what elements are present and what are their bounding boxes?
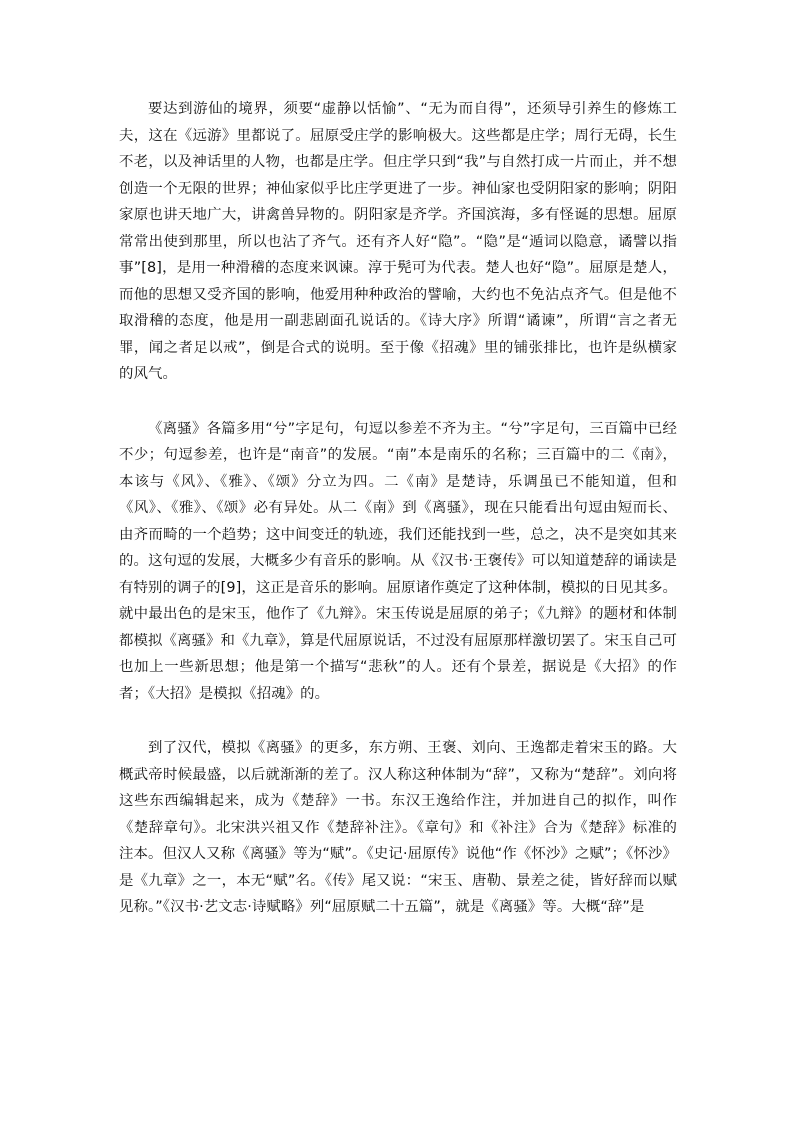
- paragraph-2: 《离骚》各篇多用“兮”字足句，句逗以参差不齐为主。“兮”字足句，三百篇中已经不少；句逗参差，也许是“南音”的发展。“南”本是南乐的名称；三百篇中的二《南》，本该与《风》、《雅》、《颂》分立为四。二《南》是楚诗，乐调虽已不能知道，但和《风》、《雅》、《颂》必有异处。从二《南》到《离骚》，现在只能看出句逗由短而长、由齐而畸的一个趋势；这中间变迁的轨迹，我们还能找到一些，总之，决不是突如其来的。这句逗的发展，大概多少有音乐的影响。从《汉书·王褒传》可以知道楚辞的诵读是有特别的调子的[9]，这正是音乐的影响。屈原诸作奠定了这种体制，模拟的日见其多。就中最出色的是宋玉，他作了《九辩》。宋玉传说是屈原的弟子；《九辩》的题材和体制都模拟《离骚》和《九章》，算是代屈原说话，不过没有屈原那样激切罢了。宋玉自己可也加上一些新思想；他是第一个描写“悲秋”的人。还有个景差，据说是《大招》的作者；《大招》是模拟《招魂》的。: [119, 420, 677, 702]
- paragraph-3: 到了汉代，模拟《离骚》的更多，东方朔、王褒、刘向、王逸都走着宋玉的路。大概武帝时候最盛，以后就渐渐的差了。汉人称这种体制为“辞”，又称为“楚辞”。刘向将这些东西编辑起来，成为《楚辞》一书。东汉王逸给作注，并加进自己的拟作，叫作《楚辞章句》。北宋洪兴祖又作《楚辞补注》。《章句》和《补注》合为《楚辞》标准的注本。但汉人又称《离骚》等为“赋”。《史记·屈原传》说他“作《怀沙》之赋”；《怀沙》是《九章》之一，本无“赋”名。《传》尾又说：“宋玉、唐勒、景差之徒，皆好辞而以赋见称。”《汉书·艺文志·诗赋略》列“屈原赋二十五篇”，就是《离骚》等。大概“辞”是: [119, 740, 677, 915]
- paragraph-1: 要达到游仙的境界，须要“虚静以恬愉”、“无为而自得”，还须导引养生的修炼工夫，这在《远游》里都说了。屈原受庄学的影响极大。这些都是庄学；周行无碍，长生不老，以及神话里的人物，也都是庄学。但庄学只到“我”与自然打成一片而止，并不想创造一个无限的世界；神仙家似乎比庄学更进了一步。神仙家也受阴阳家的影响；阴阳家原也讲天地广大，讲禽兽异物的。阴阳家是齐学。齐国滨海，多有怪诞的思想。屈原常常出使到那里，所以也沾了齐气。还有齐人好“隐”。“隐”是“遁词以隐意，谲譬以指事”[8]，是用一种滑稽的态度来讽谏。淳于髡可为代表。楚人也好“隐”。屈原是楚人，而他的思想又受齐国的影响，他爱用种种政治的譬喻，大约也不免沾点齐气。但是他不取滑稽的态度，他是用一副悲剧面孔说话的。《诗大序》所谓“谲谏”，所谓“言之者无罪，闻之者足以戒”，倒是合式的说明。至于像《招魂》里的铺张排比，也许是纵横家的风气。: [119, 101, 677, 382]
- document-body: [119, 96, 677, 921]
